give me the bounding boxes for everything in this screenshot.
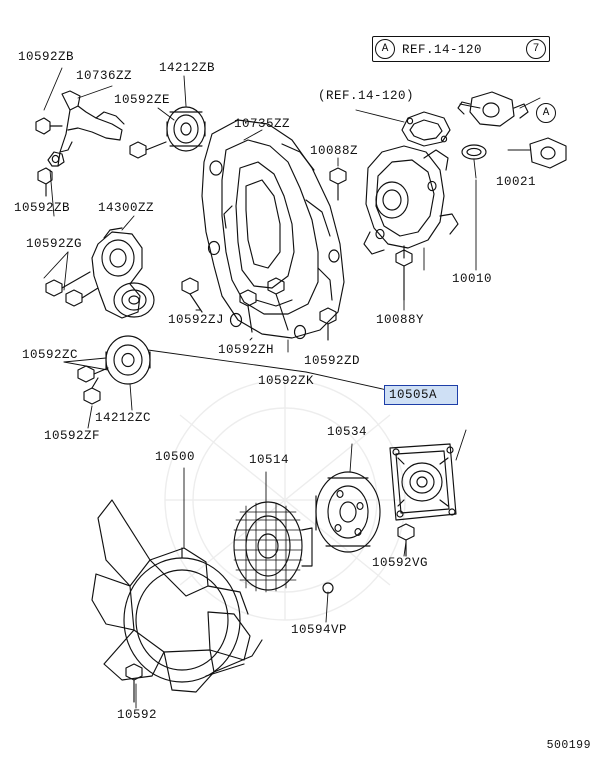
spacer-10594vp [323, 583, 333, 593]
ref-marker-a-right: A [536, 103, 556, 123]
label-10592zh: 10592ZH [218, 343, 275, 357]
bolt-10592vg [398, 524, 414, 556]
label-10088y: 10088Y [376, 313, 425, 327]
ref-text-top: REF.14-120 [402, 43, 483, 57]
bolt-10592zj [182, 278, 202, 312]
label-10592zc: 10592ZC [22, 348, 79, 362]
label-14300zz: 14300ZZ [98, 201, 155, 215]
label-10592zj: 10592ZJ [168, 313, 225, 327]
label-10592zg: 10592ZG [26, 237, 83, 251]
fan-pulley-10534 [316, 472, 380, 552]
ref-marker-a-top: A [375, 39, 395, 59]
label-10021: 10021 [496, 175, 537, 189]
label-10500: 10500 [155, 450, 196, 464]
part-10505a-bracket [390, 444, 456, 520]
label-10592: 10592 [117, 708, 158, 722]
label-10735zz: 10735ZZ [234, 117, 291, 131]
ref-page-number-top: 7 [526, 39, 546, 59]
label-10736zz: 10736ZZ [76, 69, 133, 83]
bolt-10592zg-2 [66, 288, 98, 306]
label-10594vp: 10594VP [291, 623, 348, 637]
label-10592zd: 10592ZD [304, 354, 361, 368]
water-pump-10010 [364, 146, 458, 258]
label-10514: 10514 [249, 453, 290, 467]
label-10010: 10010 [452, 272, 493, 286]
bolt-10592zc [78, 366, 108, 382]
label-10592zf: 10592ZF [44, 429, 101, 443]
bolt-10088z-stem [330, 168, 346, 200]
gasket-10088z [402, 112, 450, 146]
label-10592zb-1: 10592ZB [18, 50, 75, 64]
highlighted-part-label: 10505A [389, 388, 438, 402]
bolt-10592zb-1 [36, 118, 62, 134]
bracket-10736zz [48, 91, 124, 166]
bolt-10592-fan [126, 664, 142, 702]
label-10592ze: 10592ZE [114, 93, 171, 107]
label-14212zb: 14212ZB [159, 61, 216, 75]
leader-lines [44, 68, 540, 708]
oring-10021 [462, 145, 486, 159]
label-14212zc: 14212ZC [95, 411, 152, 425]
tensioner-14300zz [92, 228, 154, 318]
label-10592vg: 10592VG [372, 556, 429, 570]
fan-clutch-10514 [234, 502, 312, 592]
pulley-14212zb [167, 107, 205, 151]
housing-right [458, 92, 528, 126]
label-10088z: 10088Z [310, 144, 359, 158]
label-10592zb-2: 10592ZB [14, 201, 71, 215]
bolt-10592zk [320, 308, 336, 340]
bolt-10592ze [130, 142, 166, 158]
pulley-14212zc [106, 336, 150, 384]
diagram-footer-code: 500199 [546, 739, 591, 752]
ref-text-inline: (REF.14-120) [318, 89, 415, 103]
gasket-right-lower [530, 138, 566, 168]
label-10534: 10534 [327, 425, 368, 439]
label-10592zk: 10592ZK [258, 374, 315, 388]
